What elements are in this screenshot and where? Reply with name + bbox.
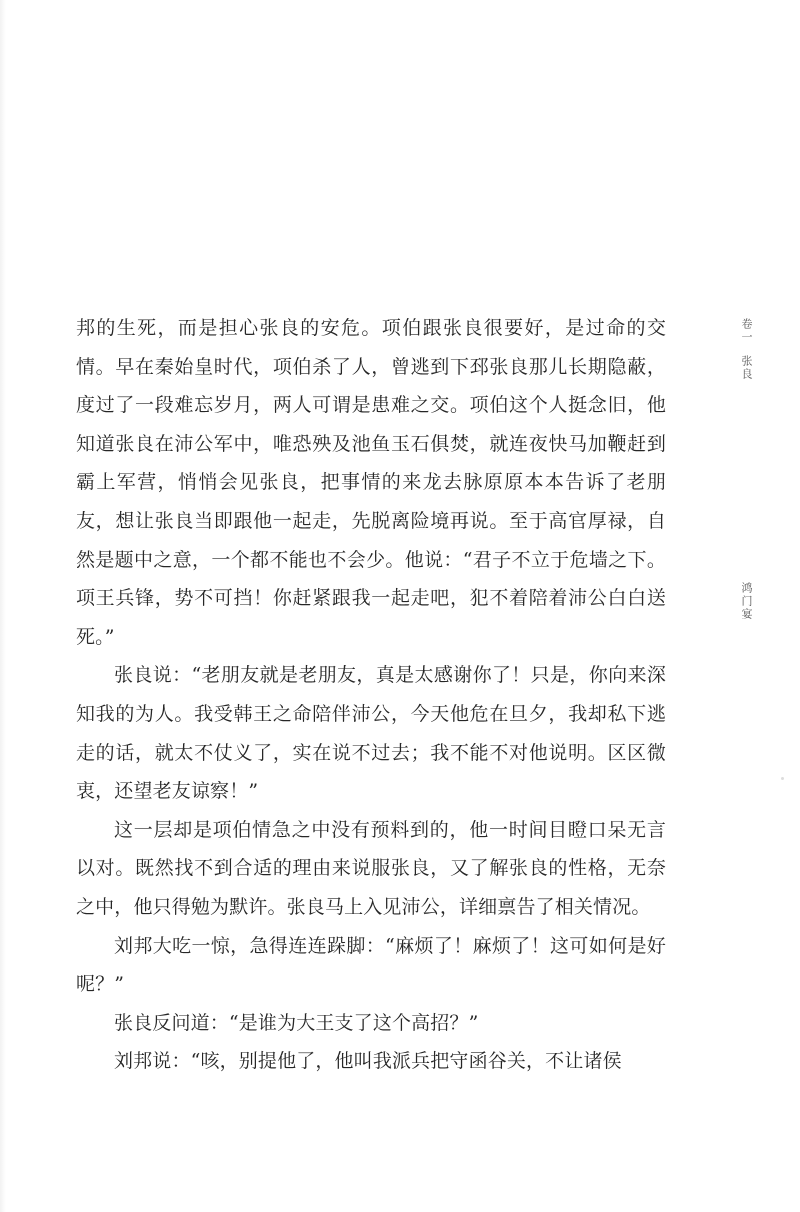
- scan-speck: [781, 777, 784, 780]
- scan-edge-shadow: [0, 0, 6, 1212]
- body-text: [76, 309, 666, 1081]
- running-head-chapter: 张良: [740, 355, 753, 381]
- paragraph: 刘邦大吃一惊，急得连连跺脚：“麻烦了！麻烦了！这可如何是好呢？”: [76, 934, 666, 996]
- paragraph: 张良反问道：“是谁为大王支了这个高招？”: [114, 1011, 479, 1034]
- paragraph: 刘邦说：“咳，别提他了，他叫我派兵把守函谷关，不让诸侯: [114, 1050, 622, 1073]
- running-head-volume: 卷一: [740, 318, 753, 344]
- paragraph: 邦的生死，而是担心张良的安危。项伯跟张良很要好，是过命的交情。早在秦始皇时代，项伯杀了人，曾逃到下邳张良那儿长期隐蔽，度过了一段难忘岁月，两人可谓是患难之交。项伯这个人挺念旧，他知道张良在沛公军中，唯恐殃及池鱼玉石俱焚，就连夜快马加鞭赶到霸上军营，悄悄会见张良，把事情的来龙去脉原原本本告诉了老朋友，想让张良当即跟他一起走，先脱离险境再说。至于高官厚禄，自然是题中之意，一个都不能也不会少。他说：“君子不立于危墙之下。项王兵锋，势不可挡！你赶紧跟我一起走吧，犯不着陪着沛公白白送死。”: [76, 317, 666, 648]
- running-head-section: 鸿门宴: [740, 582, 753, 621]
- paragraph: 张良说：“老朋友就是老朋友，真是太感谢你了！只是，你向来深知我的为人。我受韩王之命陪伴沛公，今天他危在旦夕，我却私下逃走的话，就太不仗义了，实在说不过去；我不能不对他说明。区区微衷，还望老友谅察！”: [76, 664, 666, 803]
- paragraph: 这一层却是项伯情急之中没有预料到的，他一时间目瞪口呆无言以对。既然找不到合适的理由来说服张良，又了解张良的性格，无奈之中，他只得勉为默许。张良马上入见沛公，详细禀告了相关情况。: [76, 818, 666, 918]
